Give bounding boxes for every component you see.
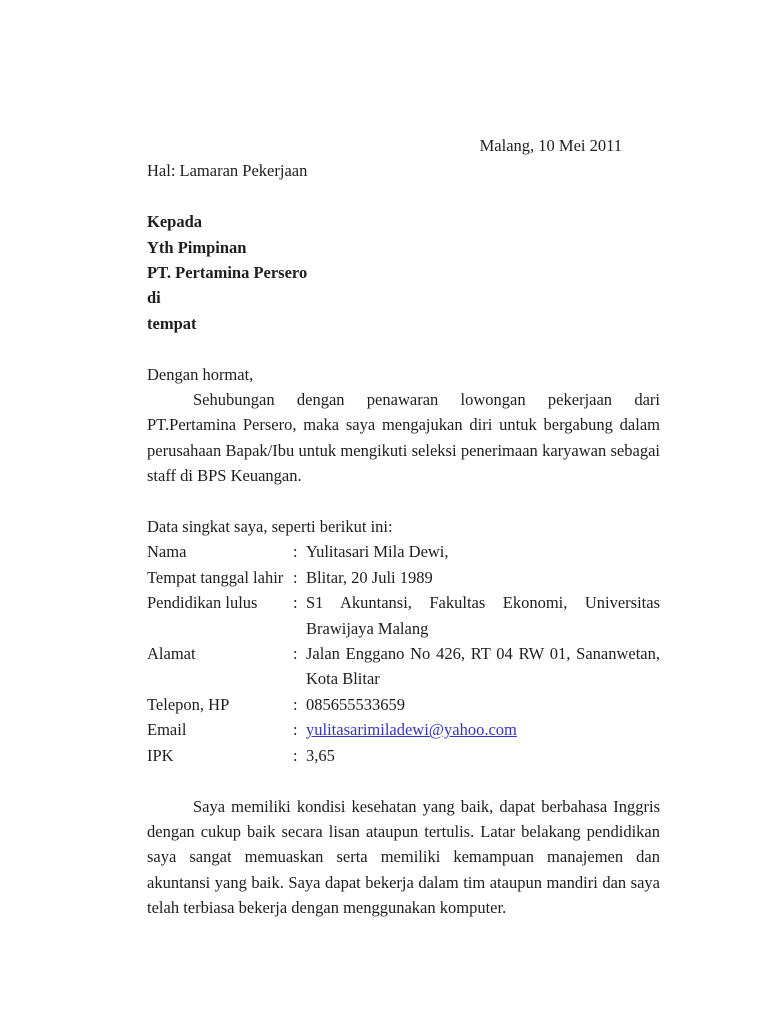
data-value	[306, 717, 660, 742]
personal-data-list	[147, 539, 660, 768]
data-value: Jalan Enggano No 426, RT 04 RW 01, Sananwetan, Kota Blitar	[306, 644, 660, 689]
data-row-pendidikan	[147, 590, 660, 641]
data-value: 3,65	[306, 745, 335, 765]
data-separator: :	[293, 644, 298, 664]
letter-subject: Hal: Lamaran Pekerjaan	[147, 161, 308, 181]
spacer	[147, 768, 660, 793]
recipient-line-yth-pimpinan: Yth Pimpinan	[147, 237, 247, 257]
closing-paragraph: Saya memiliki kondisi kesehatan yang baik, dapat berbahasa Inggris dengan cukup baik secara lisan ataupun tertulis. Latar belakang pendidikan saya sangat memuaskan serta memiliki kemampuan manajemen dan akuntansi yang baik. Saya dapat bekerja dalam tim ataupun mandiri dan saya telah terbiasa bekerja dengan menggunakan komputer.	[147, 796, 660, 918]
data-row-tempat-tanggal-lahir	[147, 565, 660, 590]
data-label: IPK	[147, 745, 174, 765]
data-separator: :	[293, 745, 298, 765]
spacer	[147, 489, 660, 514]
letter-content	[147, 133, 660, 921]
data-row-nama	[147, 539, 660, 564]
data-intro: Data singkat saya, seperti berikut ini:	[147, 517, 393, 537]
email-link[interactable]: yulitasarimiladewi@yahoo.com	[306, 720, 517, 740]
spacer	[147, 184, 660, 209]
data-separator: :	[293, 593, 298, 613]
data-label: Telepon, HP	[147, 694, 230, 714]
data-value: Blitar, 20 Juli 1989	[306, 567, 433, 587]
data-label: Nama	[147, 542, 187, 562]
data-value: Yulitasari Mila Dewi,	[306, 542, 449, 562]
data-label: Pendidikan lulus	[147, 593, 258, 613]
salutation: Dengan hormat,	[147, 364, 254, 384]
data-separator: :	[293, 720, 298, 740]
spacer	[147, 336, 660, 361]
letter-date: Malang, 10 Mei 2011	[479, 136, 622, 155]
data-row-alamat	[147, 641, 660, 692]
recipient-line-di: di	[147, 288, 161, 308]
data-row-telepon	[147, 692, 660, 717]
data-row-ipk	[147, 743, 660, 768]
recipient-line-company: PT. Pertamina Persero	[147, 263, 308, 283]
data-row-email	[147, 717, 660, 742]
data-label: Alamat	[147, 644, 196, 664]
data-value: 085655533659	[306, 694, 405, 714]
data-separator: :	[293, 542, 298, 562]
opening-paragraph: Sehubungan dengan penawaran lowongan pekerjaan dari PT.Pertamina Persero, maka saya mengajukan diri untuk bergabung dalam perusahaan Bapak/Ibu untuk mengikuti seleksi penerimaan karyawan sebagai staff di BPS Keuangan.	[147, 390, 660, 486]
recipient-line-kepada: Kepada	[147, 212, 203, 232]
data-separator: :	[293, 567, 298, 587]
data-separator: :	[293, 694, 298, 714]
recipient-block	[147, 209, 660, 336]
data-label: Tempat tanggal lahir	[147, 567, 284, 587]
data-label: Email	[147, 720, 187, 740]
data-value: S1 Akuntansi, Fakultas Ekonomi, Universitas Brawijaya Malang	[306, 593, 660, 638]
recipient-line-tempat: tempat	[147, 313, 197, 333]
